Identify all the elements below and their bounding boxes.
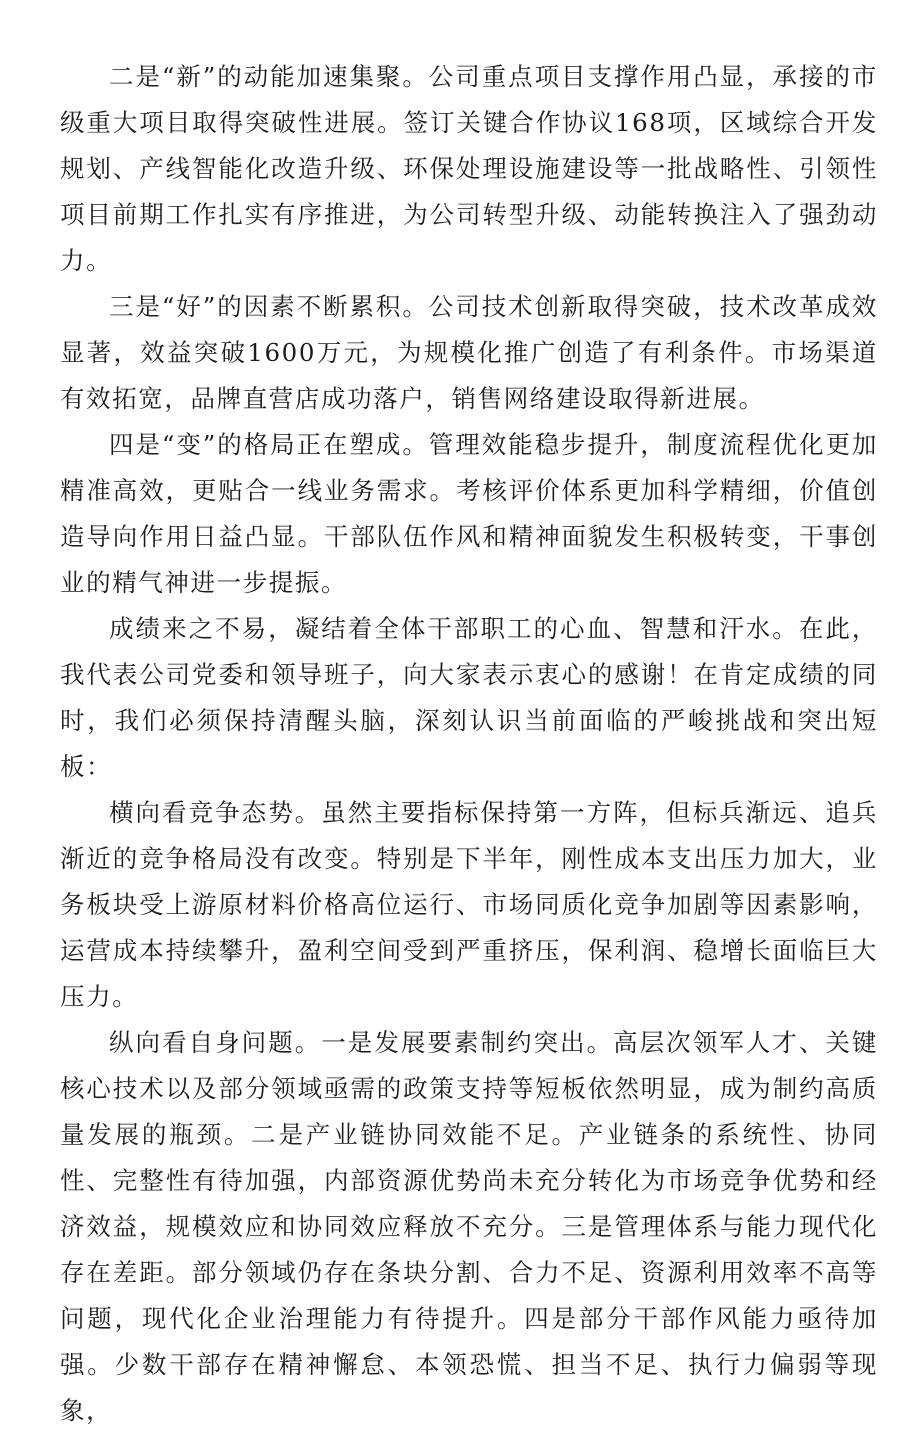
paragraph-horizontal-competition: 横向看竞争态势。虽然主要指标保持第一方阵，但标兵渐远、追兵渐近的竞争格局没有改变。特别是下半年，刚性成本支出压力加大，业务板块受上游原材料价格高位运行、市场同质化竞争加剧等因素影响，运营成本持续攀升，盈利空间受到严重挤压，保利润、稳增长面临巨大压力。	[60, 798, 878, 1011]
paragraph-achievements-thanks: 成绩来之不易，凝结着全体干部职工的心血、智慧和汗水。在此，我代表公司党委和领导班子，向大家表示衷心的感谢！在肯定成绩的同时，我们必须保持清醒头脑，深刻认识当前面临的严峻挑战和突出短板：	[60, 614, 878, 781]
paragraph-changing-pattern: 四是“变”的格局正在塑成。管理效能稳步提升，制度流程优化更加精准高效，更贴合一线业务需求。考核评价体系更加科学精细，价值创造导向作用日益凸显。干部队伍作风和精神面貌发生积极转变，干事创业的精气神进一步提振。	[60, 430, 878, 597]
document-body	[60, 54, 878, 1434]
paragraph-vertical-problems: 纵向看自身问题。一是发展要素制约突出。高层次领军人才、关键核心技术以及部分领域亟需的政策支持等短板依然明显，成为制约高质量发展的瓶颈。二是产业链协同效能不足。产业链条的系统性、协同性、完整性有待加强，内部资源优势尚未充分转化为市场竞争优势和经济效益，规模效应和协同效应释放不充分。三是管理体系与能力现代化存在差距。部分领域仍存在条块分割、合力不足、资源利用效率不高等问题，现代化企业治理能力有待提升。四是部分干部作风能力亟待加强。少数干部存在精神懈怠、本领恐慌、担当不足、执行力偏弱等现象，	[60, 1028, 878, 1425]
paragraph-good-factors: 三是“好”的因素不断累积。公司技术创新取得突破，技术改革成效显著，效益突破1600万元，为规模化推广创造了有利条件。市场渠道有效拓宽，品牌直营店成功落户，销售网络建设取得新进展。	[60, 292, 878, 413]
paragraph-new-momentum: 二是“新”的动能加速集聚。公司重点项目支撑作用凸显，承接的市级重大项目取得突破性进展。签订关键合作协议168项，区域综合开发规划、产线智能化改造升级、环保处理设施建设等一批战略性、引领性项目前期工作扎实有序推进，为公司转型升级、动能转换注入了强劲动力。	[60, 62, 878, 275]
